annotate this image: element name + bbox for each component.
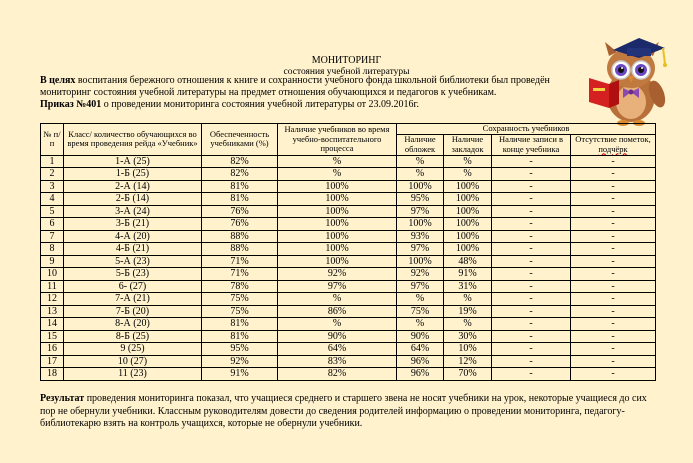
marks-value: - [571,293,656,306]
result-body: проведения мониторинга показал, что учащиеся среднего и старшего звена не носят учебники на урок, некоторые учащиеся до сих пор не обернули учебники. Классным руководителям довести до сведения родителей информацию о проведении мониторинга, педагогу-библиотекарю взять на контроль учащихся, которые не обернули учебники. [40,393,647,429]
covers-value: % [397,168,444,181]
marks-value: - [571,280,656,293]
covers-value: 97% [397,243,444,256]
record-value: - [492,180,571,193]
provision-value: 81% [202,193,278,206]
marks-value: - [571,180,656,193]
marks-value: - [571,243,656,256]
document-title: МОНИТОРИНГ [311,55,382,66]
row-number: 10 [41,268,64,281]
record-value: - [492,193,571,206]
table-row [41,230,656,243]
purpose-text [40,75,600,99]
bookmarks-value: 19% [444,305,492,318]
record-value: - [492,268,571,281]
table-row [41,318,656,331]
marks-value: - [571,268,656,281]
marks-value: - [571,255,656,268]
record-value: - [492,355,571,368]
presence-value: 100% [278,180,397,193]
covers-value: % [397,155,444,168]
record-value: - [492,168,571,181]
presence-value: 92% [278,268,397,281]
marks-value: - [571,168,656,181]
provision-value: 88% [202,230,278,243]
owl-with-book-icon [583,28,678,128]
table-row [41,343,656,356]
row-number: 5 [41,205,64,218]
provision-value: 81% [202,318,278,331]
covers-value: 100% [397,218,444,231]
record-value: - [492,368,571,381]
table-row [41,255,656,268]
table-row [41,330,656,343]
header-record: Наличие записи в конце учебника [492,134,571,155]
provision-value: 76% [202,218,278,231]
bookmarks-value: 70% [444,368,492,381]
class-name: 1-Б (25) [64,168,202,181]
bookmarks-value: 100% [444,230,492,243]
class-name: 8-А (20) [64,318,202,331]
row-number: 14 [41,318,64,331]
record-value: - [492,343,571,356]
record-value: - [492,305,571,318]
marks-value: - [571,318,656,331]
presence-value: 100% [278,255,397,268]
presence-value: 100% [278,243,397,256]
table-row [41,168,656,181]
table-row [41,305,656,318]
presence-value: 82% [278,368,397,381]
bookmarks-value: % [444,155,492,168]
bookmarks-value: 31% [444,280,492,293]
header-num: № п/п [41,124,64,156]
row-number: 1 [41,155,64,168]
class-name: 5-А (23) [64,255,202,268]
bookmarks-value: 100% [444,205,492,218]
marks-value: - [571,305,656,318]
presence-value: 100% [278,218,397,231]
class-name: 10 (27) [64,355,202,368]
row-number: 7 [41,230,64,243]
purpose-lead: В целях [40,75,76,86]
marks-value: - [571,205,656,218]
row-number: 4 [41,193,64,206]
record-value: - [492,218,571,231]
record-value: - [492,205,571,218]
order-body: о проведении мониторинга состояния учебной литературы от 23.09.2016г. [101,99,420,110]
class-name: 4-А (20) [64,230,202,243]
covers-value: 96% [397,355,444,368]
record-value: - [492,318,571,331]
class-name: 5-Б (23) [64,268,202,281]
presence-value: 100% [278,193,397,206]
presence-value: 64% [278,343,397,356]
provision-value: 92% [202,355,278,368]
row-number: 16 [41,343,64,356]
marks-value: - [571,343,656,356]
provision-value: 75% [202,305,278,318]
covers-value: 100% [397,180,444,193]
table-row [41,218,656,231]
provision-value: 91% [202,368,278,381]
row-number: 18 [41,368,64,381]
row-number: 8 [41,243,64,256]
row-number: 17 [41,355,64,368]
class-name: 8-Б (25) [64,330,202,343]
header-provision: Обеспеченность учебниками (%) [202,124,278,156]
provision-value: 76% [202,205,278,218]
bookmarks-value: 100% [444,193,492,206]
table-row [41,243,656,256]
covers-value: 97% [397,280,444,293]
covers-value: 75% [397,305,444,318]
provision-value: 82% [202,155,278,168]
intro-paragraph [40,75,600,111]
record-value: - [492,155,571,168]
provision-value: 81% [202,180,278,193]
record-value: - [492,293,571,306]
presence-value: 97% [278,280,397,293]
table-row [41,205,656,218]
presence-value: 100% [278,230,397,243]
covers-value: 97% [397,205,444,218]
record-value: - [492,243,571,256]
bookmarks-value: 91% [444,268,492,281]
covers-value: 92% [397,268,444,281]
class-name: 6- (27) [64,280,202,293]
purpose-body: воспитания бережного отношения к книге и сохранности учебного фонда школьной библиотеки был проведён мониторинг состояния учебной литературы на предмет отношения обучающихся и педагогов к учебникам. [40,75,550,98]
presence-value: 86% [278,305,397,318]
header-no-marks-prefix: Отсутствие пометок, [575,134,651,144]
presence-value: % [278,318,397,331]
covers-value: 96% [397,368,444,381]
provision-value: 81% [202,330,278,343]
class-name: 3-А (24) [64,205,202,218]
table-row [41,368,656,381]
bookmarks-value: 100% [444,218,492,231]
presence-value: % [278,155,397,168]
result-lead: Результат [40,393,85,404]
table-row [41,280,656,293]
spellcheck-word: подчёрк [598,143,628,154]
marks-value: - [571,368,656,381]
header-bookmarks: Наличие закладок [444,134,492,155]
covers-value: % [397,293,444,306]
class-name: 3-Б (21) [64,218,202,231]
record-value: - [492,280,571,293]
provision-value: 95% [202,343,278,356]
class-name: 2-А (14) [64,180,202,193]
class-name: 7-А (21) [64,293,202,306]
row-number: 12 [41,293,64,306]
covers-value: 95% [397,193,444,206]
covers-value: 100% [397,255,444,268]
row-number: 2 [41,168,64,181]
table-row [41,268,656,281]
header-safety-group: Сохранность учебников [397,124,656,135]
bookmarks-value: 48% [444,255,492,268]
order-text [40,99,600,111]
bookmarks-value: 100% [444,243,492,256]
presence-value: 100% [278,205,397,218]
record-value: - [492,255,571,268]
covers-value: % [397,318,444,331]
table-row [41,193,656,206]
table-row [41,155,656,168]
class-name: 7-Б (20) [64,305,202,318]
header-covers: Наличие обложек [397,134,444,155]
bookmarks-value: 100% [444,180,492,193]
provision-value: 75% [202,293,278,306]
class-name: 1-А (25) [64,155,202,168]
marks-value: - [571,193,656,206]
provision-value: 82% [202,168,278,181]
provision-value: 71% [202,268,278,281]
covers-value: 64% [397,343,444,356]
marks-value: - [571,218,656,231]
class-name: 11 (23) [64,368,202,381]
covers-value: 93% [397,230,444,243]
row-number: 11 [41,280,64,293]
class-name: 2-Б (14) [64,193,202,206]
presence-value: % [278,168,397,181]
record-value: - [492,230,571,243]
table-row [41,293,656,306]
header-presence: Наличие учебников во время учебно-воспитательного процесса [278,124,397,156]
monitoring-table [40,123,656,381]
marks-value: - [571,330,656,343]
presence-value: % [278,293,397,306]
class-name: 9 (25) [64,343,202,356]
bookmarks-value: 30% [444,330,492,343]
bookmarks-value: 10% [444,343,492,356]
header-no-marks [571,134,656,155]
bookmarks-value: % [444,293,492,306]
document-subtitle: состояния учебной литературы [283,67,410,77]
result-paragraph [40,393,660,431]
class-name: 4-Б (21) [64,243,202,256]
marks-value: - [571,355,656,368]
covers-value: 90% [397,330,444,343]
table-row [41,180,656,193]
row-number: 15 [41,330,64,343]
row-number: 9 [41,255,64,268]
provision-value: 78% [202,280,278,293]
presence-value: 90% [278,330,397,343]
row-number: 6 [41,218,64,231]
order-lead: Приказ №401 [40,99,102,110]
presence-value: 83% [278,355,397,368]
provision-value: 71% [202,255,278,268]
record-value: - [492,330,571,343]
provision-value: 88% [202,243,278,256]
table-row [41,355,656,368]
bookmarks-value: 12% [444,355,492,368]
row-number: 13 [41,305,64,318]
marks-value: - [571,155,656,168]
table-header-row [41,124,656,135]
bookmarks-value: % [444,318,492,331]
header-class: Класс/ количество обучающихся во время проведения рейда «Учебник» [64,124,202,156]
row-number: 3 [41,180,64,193]
bookmarks-value: % [444,168,492,181]
marks-value: - [571,230,656,243]
